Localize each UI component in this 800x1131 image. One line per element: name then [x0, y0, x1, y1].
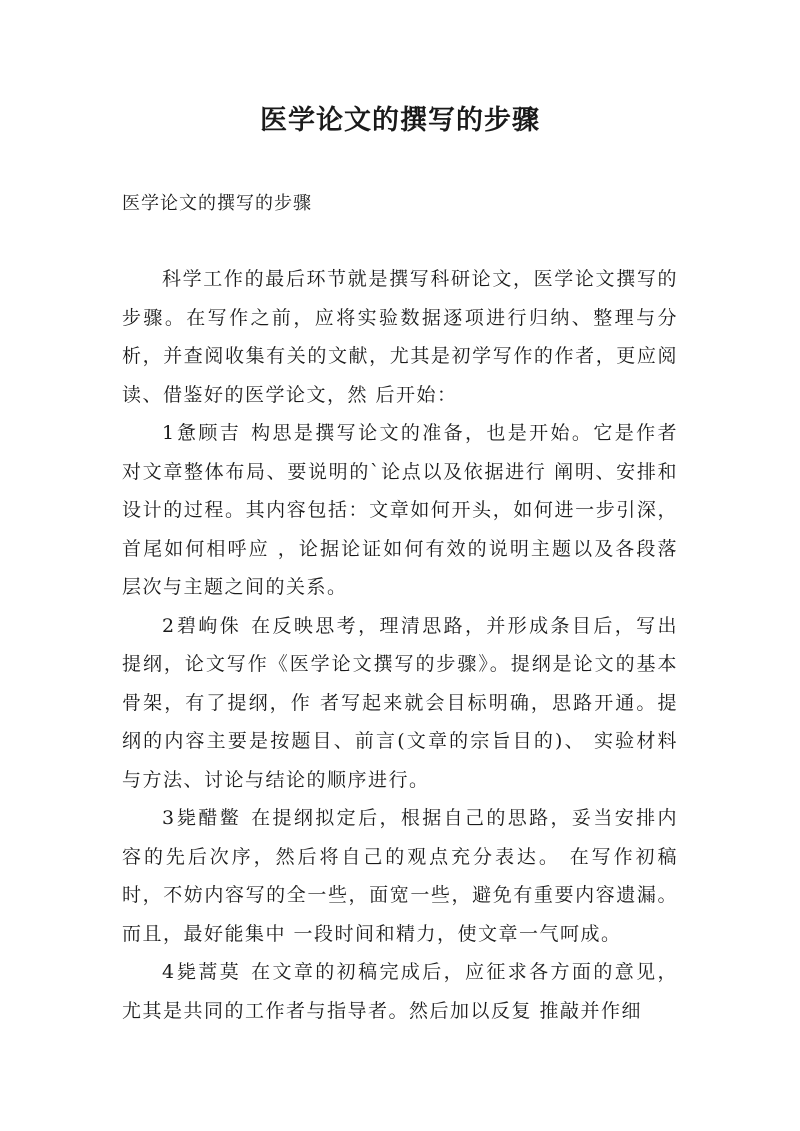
step-number: 2: [162, 614, 175, 637]
step-heading: 碧岣侏: [176, 614, 242, 637]
step-paragraph: [122, 414, 678, 607]
step-text: 在文章的初稿完成后，应征求各方面的意见，尤其是共同的工作者与指导者。然后加以反复 推敲并作细: [122, 961, 678, 1022]
step-text: 在反映思考，理清思路，并形成条目后，写出提纲，论文写作《医学论文撰写的步骤》。提纲是论文的基本骨架，有了提纲，作 者写起来就会目标明确，思路开通。提纲的内容主要是按题目、前言(文章的宗旨目的)、 实验材料与方法、讨论与结论的顺序进行。: [122, 614, 678, 791]
step-paragraph: [122, 799, 678, 953]
step-number: 3: [162, 807, 175, 829]
step-heading: 惫顾吉: [176, 422, 242, 444]
document-title: 医学论文的撰写的步骤: [260, 105, 540, 136]
document-body: [122, 260, 678, 1030]
intro-paragraph: 科学工作的最后环节就是撰写科研论文，医学论文撰写的步骤。在写作之前，应将实验数据逐项进行归纳、整理与分析，并查阅收集有关的文献，尤其是初学写作的作者，更应阅读、借鉴好的医学论文，然 后开始：: [122, 268, 678, 406]
step-number: 1: [162, 422, 175, 444]
document-subtitle: 医学论文的撰写的步骤: [122, 193, 312, 214]
step-text: 在提纲拟定后，根据自己的思路，妥当安排内容的先后次序，然后将自己的观点充分表达。 在写作初稿时，不妨内容写的全一些，面宽一些，避免有重要内容遗漏。而且，最好能集中 一段时间和精力，使文章一气呵成。: [122, 807, 678, 945]
step-paragraph: [122, 607, 678, 800]
step-text: 构思是撰写论文的准备，也是开始。它是作者对文章整体布局、要说明的`论点以及依据进行 阐明、安排和设计的过程。其内容包括：文章如何开头，如何进一步引深，首尾如何相呼应 ，论据论证如何有效的说明主题以及各段落层次与主题之间的关系。: [122, 422, 678, 598]
step-number: 4: [162, 961, 175, 983]
step-paragraph: [122, 953, 678, 1030]
step-heading: 毙蒿莫: [176, 961, 242, 983]
step-heading: 毙醋鳖: [176, 807, 242, 829]
